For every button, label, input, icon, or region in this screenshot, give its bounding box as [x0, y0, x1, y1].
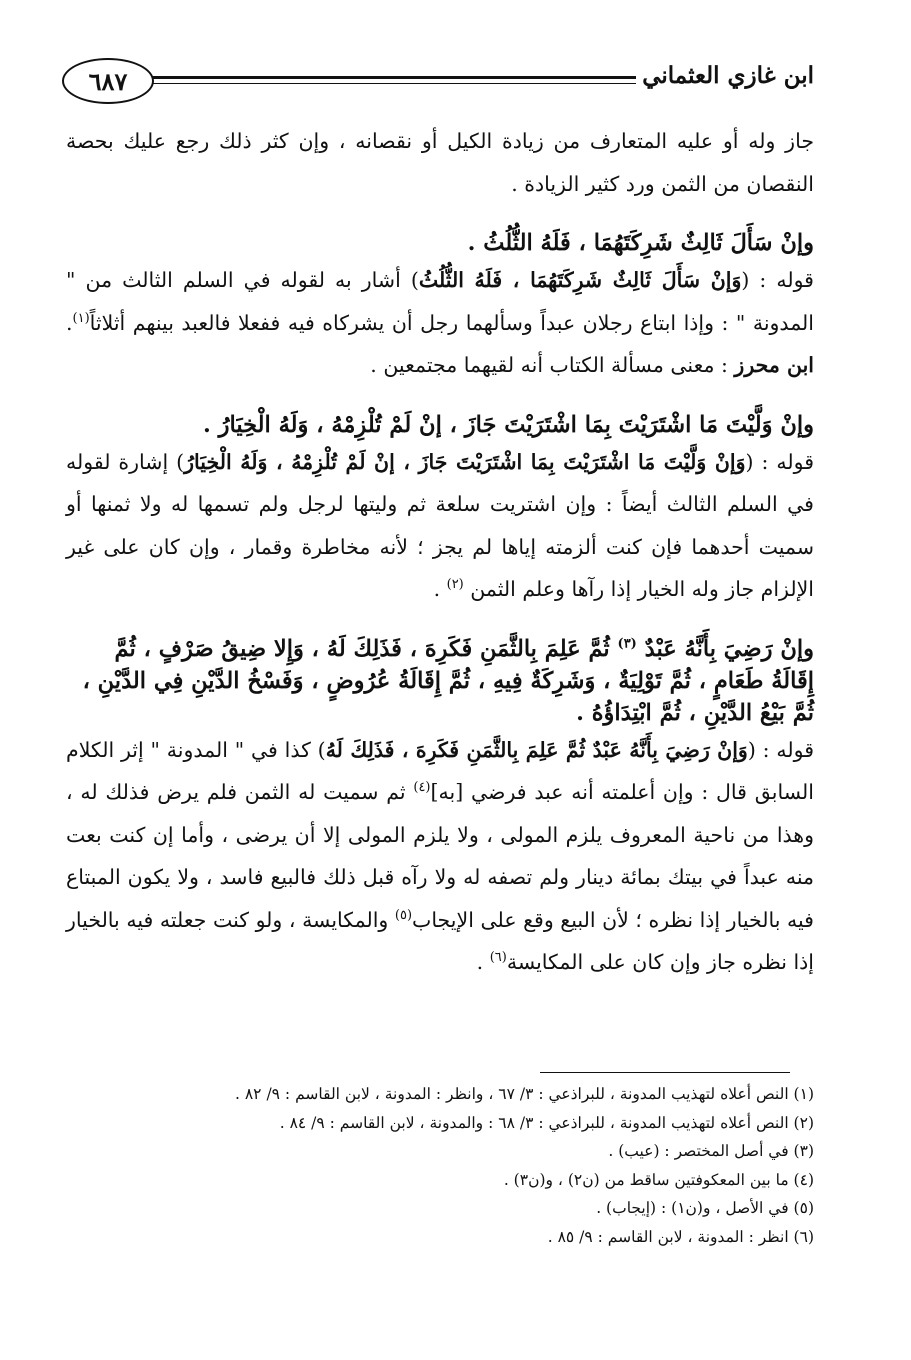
paragraph-1: جاز وله أو عليه المتعارف من زيادة الكيل أو نقصانه ، وإن كثر ذلك رجع عليك بحصة النقصان من الثمن ورد كثير الزيادة . [66, 129, 814, 196]
header-rule [148, 76, 654, 84]
paragraph-2: قوله : (وَإنْ سَأَلَ ثَالِثٌ شَرِكَتَهُمَا ، فَلَهُ الثُّلُثُ) أشار به لقوله في السلم الثالث من " المدونة " : وإذا ابتاع رجلان عبداً وسألهما رجل أن يشركاه فيه ففعلا فالعبد بينهم أثلاثاً$^{(١)}$. ابن محرز : معنى مسألة الكتاب أنه لقيهما مجتمعين . [66, 268, 814, 377]
quoted-matn: وَإنْ سَأَلَ ثَالِثٌ شَرِكَتَهُمَا ، فَلَهُ الثُّلُثُ [418, 268, 742, 292]
matn-3: وإنْ رَضِيَ بِأَنَّهُ عَبْدٌ $^{(٣)}$ ثُمَّ عَلِمَ بِالثَّمَنِ فَكَرِهَ ، فَذَلِكَ لَهُ ، وَإِلا ضِيقُ صَرْفٍ ، ثُمَّ إِقَالَةُ طَعَامٍ ، ثُمَّ تَوْلِيَةٌ ، وَشَرِكَةٌ فِيهِ ، ثُمَّ إِقَالَةُ عُرُوضٍ ، وَفَسْخُ الدَّيْنِ فِي الدَّيْنِ ، ثُمَّ بَيْعُ الدَّيْنِ ، ثُمَّ ابْتِدَاؤُهُ . [82, 635, 814, 726]
footnote-1: (١) النص أعلاه لتهذيب المدونة ، للبراذعي : ٣/ ٦٧ ، وانظر : المدونة ، لابن القاسم : ٩/ ٨٢ . [235, 1085, 814, 1103]
paragraph-3: قوله : (وَإنْ وَلَّيْتَ مَا اشْتَرَيْتَ بِمَا اشْتَرَيْتَ جَازَ ، إنْ لَمْ تُلْزِمْهُ ، وَلَهُ الْخِيَارُ) إشارة لقوله في السلم الثالث أيضاً : وإن اشتريت سلعة ثم وليتها لرجل ولم تسمها له ولا ثمنها أو سميت أحدهما فإن كنت ألزمته إياها لم يجز ؛ لأنه مخاطرة وقمار ، وإن كان على غير الإلزام جاز وله الخيار إذا رآها وعلم الثمن $^{(٢)}$ . [66, 449, 814, 601]
footnote-ref: (٦) [489, 950, 507, 966]
footnote-ref: (٣) [617, 636, 637, 651]
footnote-5: (٥) في الأصل ، و(ن١) : (إيجاب) . [596, 1199, 814, 1217]
footnote-ref: (٥) [394, 907, 413, 923]
footnote-6: (٦) انظر : المدونة ، لابن القاسم : ٩/ ٨٥ . [547, 1227, 814, 1246]
paragraph-4: قوله : (وَإنْ رَضِيَ بِأَنَّهُ عَبْدٌ ثُمَّ عَلِمَ بِالثَّمَنِ فَكَرِهَ ، فَذَلِكَ لَهُ) كذا في " المدونة " إثر الكلام السابق قال : وإن أعلمته أنه عبد فرضي [به]$^{(٤)}$ ثم سميت له الثمن فلم يرض فذلك له ، وهذا من ناحية المعروف يلزم المولى ، ولا يلزم المولى إلا أن يرضى ، وأما إن كنت بعت منه عبداً في بيتك بمائة دينار ولم تصفه له ولا رآه قبل ذلك فالبيع فاسد ، ولا يكون المبتاع فيه بالخيار إذا نظره ؛ لأن البيع وقع على الإيجاب$^{(٥)}$ والمكايسة ، ولو كنت جعلته فيه بالخيار إذا نظره جاز وإن كان على المكايسة$^{(٦)}$ . [66, 737, 814, 974]
footnotes [114, 1080, 814, 1251]
footnote-ref: (١) [72, 310, 90, 326]
main-text [66, 120, 814, 984]
running-head: ابن غازي العثماني [636, 62, 814, 89]
footnote-2: (٢) النص أعلاه لتهذيب المدونة ، للبراذعي : ٣/ ٦٨ : والمدونة ، لابن القاسم : ٩/ ٨٤ . [279, 1113, 814, 1132]
quoted-matn: وَإنْ وَلَّيْتَ مَا اشْتَرَيْتَ بِمَا اشْتَرَيْتَ جَازَ ، إنْ لَمْ تُلْزِمْهُ ، وَلَهُ الْخِيَارُ [184, 449, 746, 474]
matn-1: وإنْ سَأَلَ ثَالِثٌ شَرِكَتَهُمَا ، فَلَهُ الثُّلُثُ . [467, 230, 814, 256]
page-header [62, 56, 814, 106]
author-name: ابن محرز [734, 353, 814, 377]
matn-2: وإنْ وَلَّيْتَ مَا اشْتَرَيْتَ بِمَا اشْتَرَيْتَ جَازَ ، إنْ لَمْ تُلْزِمْهُ ، وَلَهُ الْخِيَارُ . [202, 411, 814, 438]
footnote-ref: (٤) [413, 780, 431, 796]
footnote-3: (٣) في أصل المختصر : (عيب) . [608, 1142, 814, 1160]
footnote-separator [540, 1072, 790, 1073]
page-number: ٦٨٧ [62, 58, 154, 104]
quoted-matn: وَإنْ رَضِيَ بِأَنَّهُ عَبْدٌ ثُمَّ عَلِمَ بِالثَّمَنِ فَكَرِهَ ، فَذَلِكَ لَهُ [325, 737, 748, 762]
footnote-ref: (٢) [446, 577, 464, 593]
footnote-4: (٤) ما بين المعكوفتين ساقط من (ن٢) ، و(ن٣) . [503, 1170, 814, 1189]
